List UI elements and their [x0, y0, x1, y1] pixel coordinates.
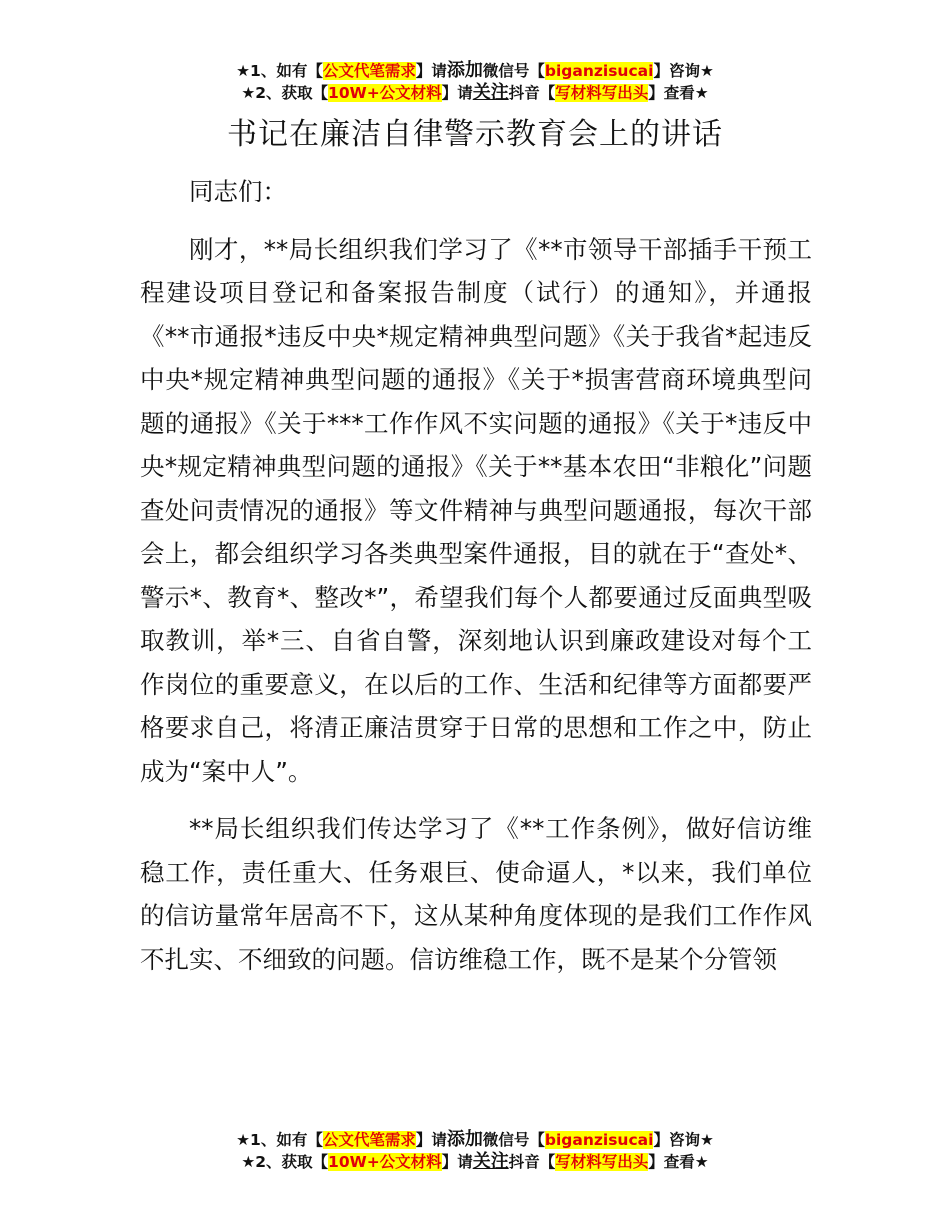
highlight-douyin-account: 写材料写出头 [555, 1153, 649, 1171]
document-title: 书记在廉洁自律警示教育会上的讲话 [227, 117, 723, 152]
highlight-materials: 10W+公文材料 [328, 1153, 442, 1171]
promo-line-2: ★2、获取【10W+公文材料】请关注抖音【写材料写出头】查看★ [241, 1151, 709, 1172]
highlight-douyin-account: 写材料写出头 [555, 84, 649, 102]
promo-line-1: ★1、如有【公文代笔需求】请添加微信号【biganzisucai】咨询★ [236, 1129, 714, 1150]
highlight-wechat-id: biganzisucai [544, 62, 654, 80]
paragraph-2: **局长组织我们传达学习了《**工作条例》，做好信访维稳工作，责任重大、任务艰巨、使命逼人，*以来，我们单位的信访量常年居高不下，这从某种角度体现的是我们工作作风不扎实、不细致的问题。信访维稳工作，既不是某个分管领 [140, 814, 812, 974]
highlight-wechat-id: biganzisucai [544, 1131, 654, 1149]
document-body [140, 170, 812, 981]
promo-line-2: ★2、获取【10W+公文材料】请关注抖音【写材料写出头】查看★ [241, 82, 709, 103]
promo-line-1: ★1、如有【公文代笔需求】请添加微信号【biganzisucai】咨询★ [236, 60, 714, 81]
highlight-service: 公文代笔需求 [322, 1131, 416, 1149]
promo-banner-top [0, 60, 950, 104]
paragraph-1: 刚才，**局长组织我们学习了《**市领导干部插手干预工程建设项目登记和备案报告制度（试行）的通知》，并通报《**市通报*违反中央*规定精神典型问题》《关于我省*起违反中央*规定精神典型问题的通报》《关于*损害营商环境典型问题的通报》《关于***工作作风不实问题的通报》《关于*违反中央*规定精神典型问题的通报》《关于**基本农田“非粮化”问题查处问责情况的通报》等文件精神与典型问题通报，每次干部会上，都会组织学习各类典型案件通报，目的就在于“查处*、警示*、教育*、整改*”，希望我们每个人都要通过反面典型吸取教训，举*三、自省自警，深刻地认识到廉政建设对每个工作岗位的重要意义，在以后的工作、生活和纪律等方面都要严格要求自己，将清正廉洁贯穿于日常的思想和工作之中，防止成为“案中人”。 [140, 234, 812, 786]
highlight-materials: 10W+公文材料 [328, 84, 442, 102]
salutation: 同志们： [189, 177, 287, 206]
highlight-service: 公文代笔需求 [322, 62, 416, 80]
promo-banner-bottom [0, 1129, 950, 1173]
